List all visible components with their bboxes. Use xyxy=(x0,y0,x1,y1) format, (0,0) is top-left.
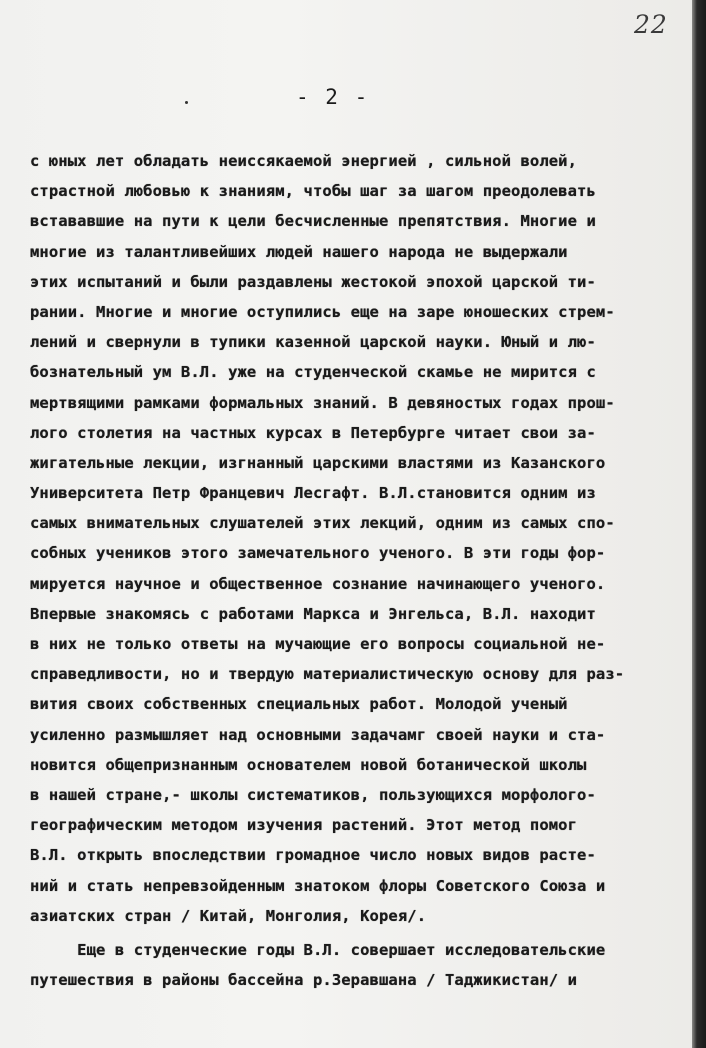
page-number: - 2 - xyxy=(296,85,370,109)
text-line: мертвящими рамками формальных знаний. В девяностых годах прош- xyxy=(30,393,615,412)
text-line: мируется научное и общественное сознание начинающего ученого. xyxy=(30,574,606,593)
folio-number: 22 xyxy=(634,10,668,39)
text-line: собных учеников этого замечательного ученого. В эти годы фор- xyxy=(30,544,606,563)
text-line: усиленно размышляет над основными задачамг своей науки и ста- xyxy=(30,725,606,744)
text-line: страстной любовью к знаниям, чтобы шаг за шагом преодолевать xyxy=(30,182,596,201)
text-line: азиатских стран / Китай, Монголия, Корея/. xyxy=(30,906,427,925)
text-line: Впервые знакомясь с работами Маркса и Энгельса, В.Л. находит xyxy=(30,604,596,623)
text-line: самых внимательных слушателей этих лекций, одним из самых спо- xyxy=(30,514,615,533)
text-line: жигательные лекции, изгнанный царскими властями из Казанского xyxy=(30,453,606,472)
text-line: Еще в студенческие годы В.Л. совершает исследовательские xyxy=(30,940,606,959)
text-line: новится общепризнанным основателем новой ботанической школы xyxy=(30,755,587,774)
text-line: в нашей стране,- школы систематиков, пользующихся морфолого- xyxy=(30,785,596,804)
text-line: ний и стать непревзойденным знатоком флоры Советского Союза и xyxy=(30,876,606,895)
text-line: лого столетия на частных курсах в Петербурге читает свои за- xyxy=(30,423,596,442)
ink-dot xyxy=(185,101,188,104)
text-line: в них не только ответы на мучающие его вопросы социальной не- xyxy=(30,635,606,653)
text-line: вития своих собственных специальных работ. Молодой ученый xyxy=(30,695,568,714)
text-line: географическим методом изучения растений. Этот метод помог xyxy=(30,816,578,835)
text-line: В.Л. открыть впоследствии громадное число новых видов расте- xyxy=(30,846,596,865)
text-line: этих испытаний и были раздавлены жестокой эпохой царской ти- xyxy=(30,272,596,291)
text-line: рании. Многие и многие оступились еще на заре юношеских стрем- xyxy=(30,302,615,321)
text-line: с юных лет обладать неиссякаемой энергией , сильной волей, xyxy=(30,152,578,170)
body-text xyxy=(30,146,696,995)
text-line: путешествия в районы бассейна р.Зеравшана / Таджикистан/ и xyxy=(30,971,578,990)
text-line: лений и свернули в тупики казенной царской науки. Юный и лю- xyxy=(30,333,596,352)
text-line: Университета Петр Францевич Лесгафт. В.Л.становится одним из xyxy=(30,484,596,503)
text-line: встававшие на пути к цели бесчисленные препятствия. Многие и xyxy=(30,212,596,231)
text-line: справедливости, но и твердую материалистическую основу для раз- xyxy=(30,665,625,684)
text-line: бознательный ум В.Л. уже на студенческой скамье не мирится с xyxy=(30,363,596,382)
scan-edge xyxy=(692,0,706,1048)
text-line: многие из талантливейших людей нашего народа не выдержали xyxy=(30,242,568,261)
